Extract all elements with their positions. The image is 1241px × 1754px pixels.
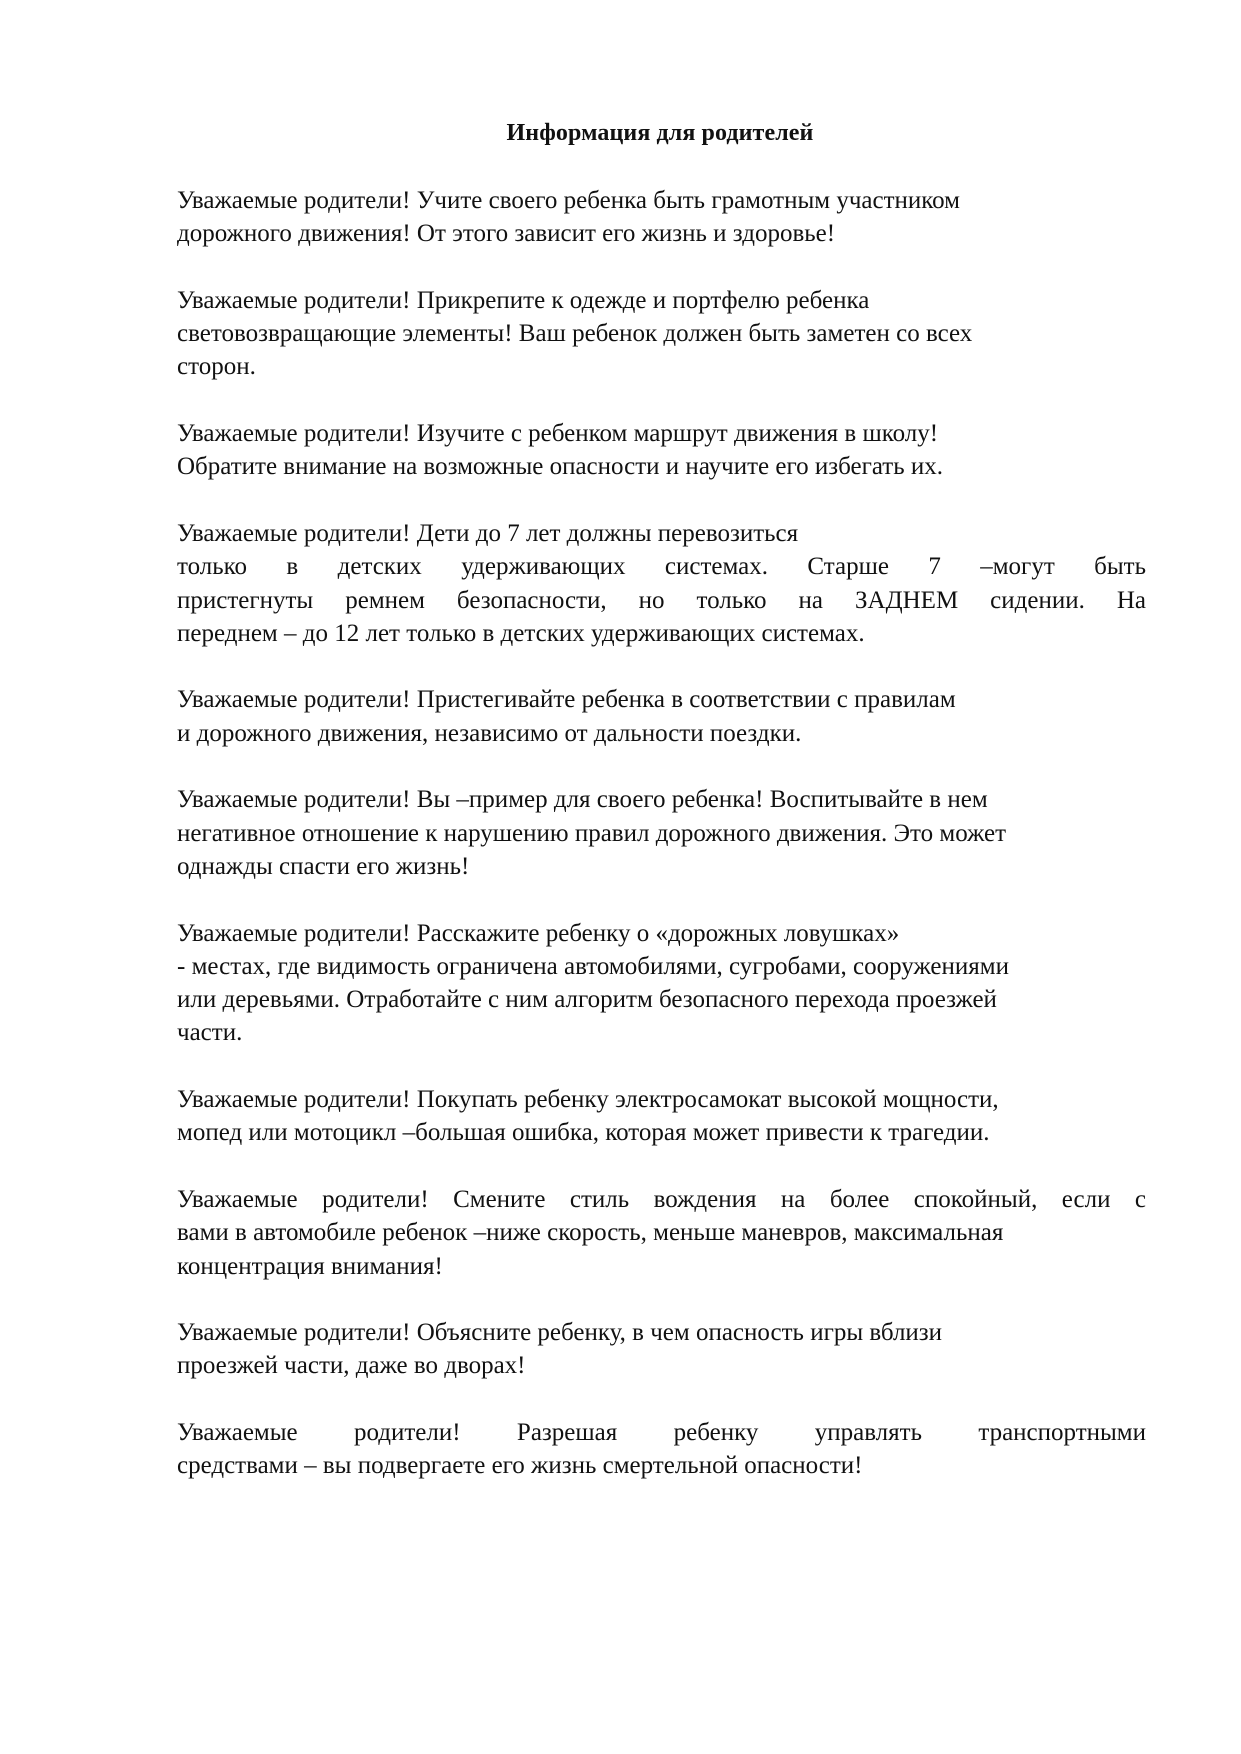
paragraph-line: и дорожного движения, независимо от дальности поездки.	[177, 719, 802, 747]
paragraph-line: Уважаемые родители! Пристегивайте ребенка в соответствии с правилам	[177, 686, 956, 714]
paragraph-line: негативное отношение к нарушению правил дорожного движения. Это может	[177, 819, 1007, 847]
paragraph-line: вами в автомобиле ребенок –ниже скорость, меньше маневров, максимальная	[177, 1219, 1004, 1247]
paragraph-line: Обратите внимание на возможные опасности и научите его избегать их.	[177, 453, 943, 481]
paragraph-line: дорожного движения! От этого зависит его жизнь и здоровье!	[177, 220, 836, 248]
paragraph-line: мопед или мотоцикл –большая ошибка, которая может привести к трагедии.	[177, 1119, 990, 1147]
paragraph-11	[177, 1416, 1146, 1483]
paragraph-9	[177, 1183, 1146, 1283]
paragraph-line: - местах, где видимость ограничена автомобилями, сугробами, сооружениями	[177, 952, 1009, 980]
paragraph-line: Уважаемые родители! Смените стиль вождения на более спокойный, если с	[177, 1185, 1146, 1213]
paragraph-2	[177, 284, 1146, 384]
paragraph-4	[177, 517, 1146, 650]
paragraph-line: средствами – вы подвергаете его жизнь смертельной опасности!	[177, 1452, 863, 1480]
paragraph-line: сторон.	[177, 353, 256, 381]
paragraph-7	[177, 917, 1146, 1050]
paragraph-line: Уважаемые родители! Учите своего ребенка быть грамотным участником	[177, 187, 960, 214]
paragraph-line: Уважаемые родители! Дети до 7 лет должны перевозиться	[177, 519, 799, 547]
paragraph-5	[177, 683, 1146, 750]
paragraph-line: Уважаемые родители! Изучите с ребенком маршрут движения в школу!	[177, 420, 939, 448]
paragraph-line: однажды спасти его жизнь!	[177, 852, 470, 880]
paragraph-line: концентрация внимания!	[177, 1252, 443, 1280]
paragraph-line: части.	[177, 1019, 243, 1047]
paragraph-line: световозвращающие элементы! Ваш ребенок должен быть заметен со всех	[177, 320, 973, 348]
paragraph-line: проезжей части, даже во дворах!	[177, 1352, 526, 1380]
paragraph-line: Уважаемые родители! Покупать ребенку электросамокат высокой мощности,	[177, 1086, 999, 1114]
paragraph-line: Уважаемые родители! Разрешая ребенку управлять транспортными	[177, 1418, 1146, 1446]
paragraph-line: только в детских удерживающих системах. Старше 7 –могут быть	[177, 553, 1146, 581]
paragraph-8	[177, 1083, 1146, 1150]
paragraph-line: Уважаемые родители! Вы –пример для своего ребенка! Воспитывайте в нем	[177, 786, 988, 814]
paragraph-line: пристегнуты ремнем безопасности, но только на ЗАДНЕМ сидении. На	[177, 586, 1146, 614]
paragraph-line: или деревьями. Отработайте с ним алгоритм безопасного перехода проезжей	[177, 986, 997, 1014]
paragraph-line: Уважаемые родители! Объясните ребенку, в чем опасность игры вблизи	[177, 1319, 943, 1347]
paragraph-line: переднем – до 12 лет только в детских удерживающих системах.	[177, 619, 865, 647]
page-title: Информация для родителей	[506, 120, 814, 146]
document-body	[177, 184, 1146, 1516]
paragraph-1	[177, 184, 1146, 251]
paragraph-10	[177, 1316, 1146, 1383]
paragraph-6	[177, 783, 1146, 883]
paragraph-3	[177, 417, 1146, 484]
paragraph-line: Уважаемые родители! Прикрепите к одежде и портфелю ребенка	[177, 286, 870, 314]
paragraph-line: Уважаемые родители! Расскажите ребенку о «дорожных ловушках»	[177, 919, 900, 947]
